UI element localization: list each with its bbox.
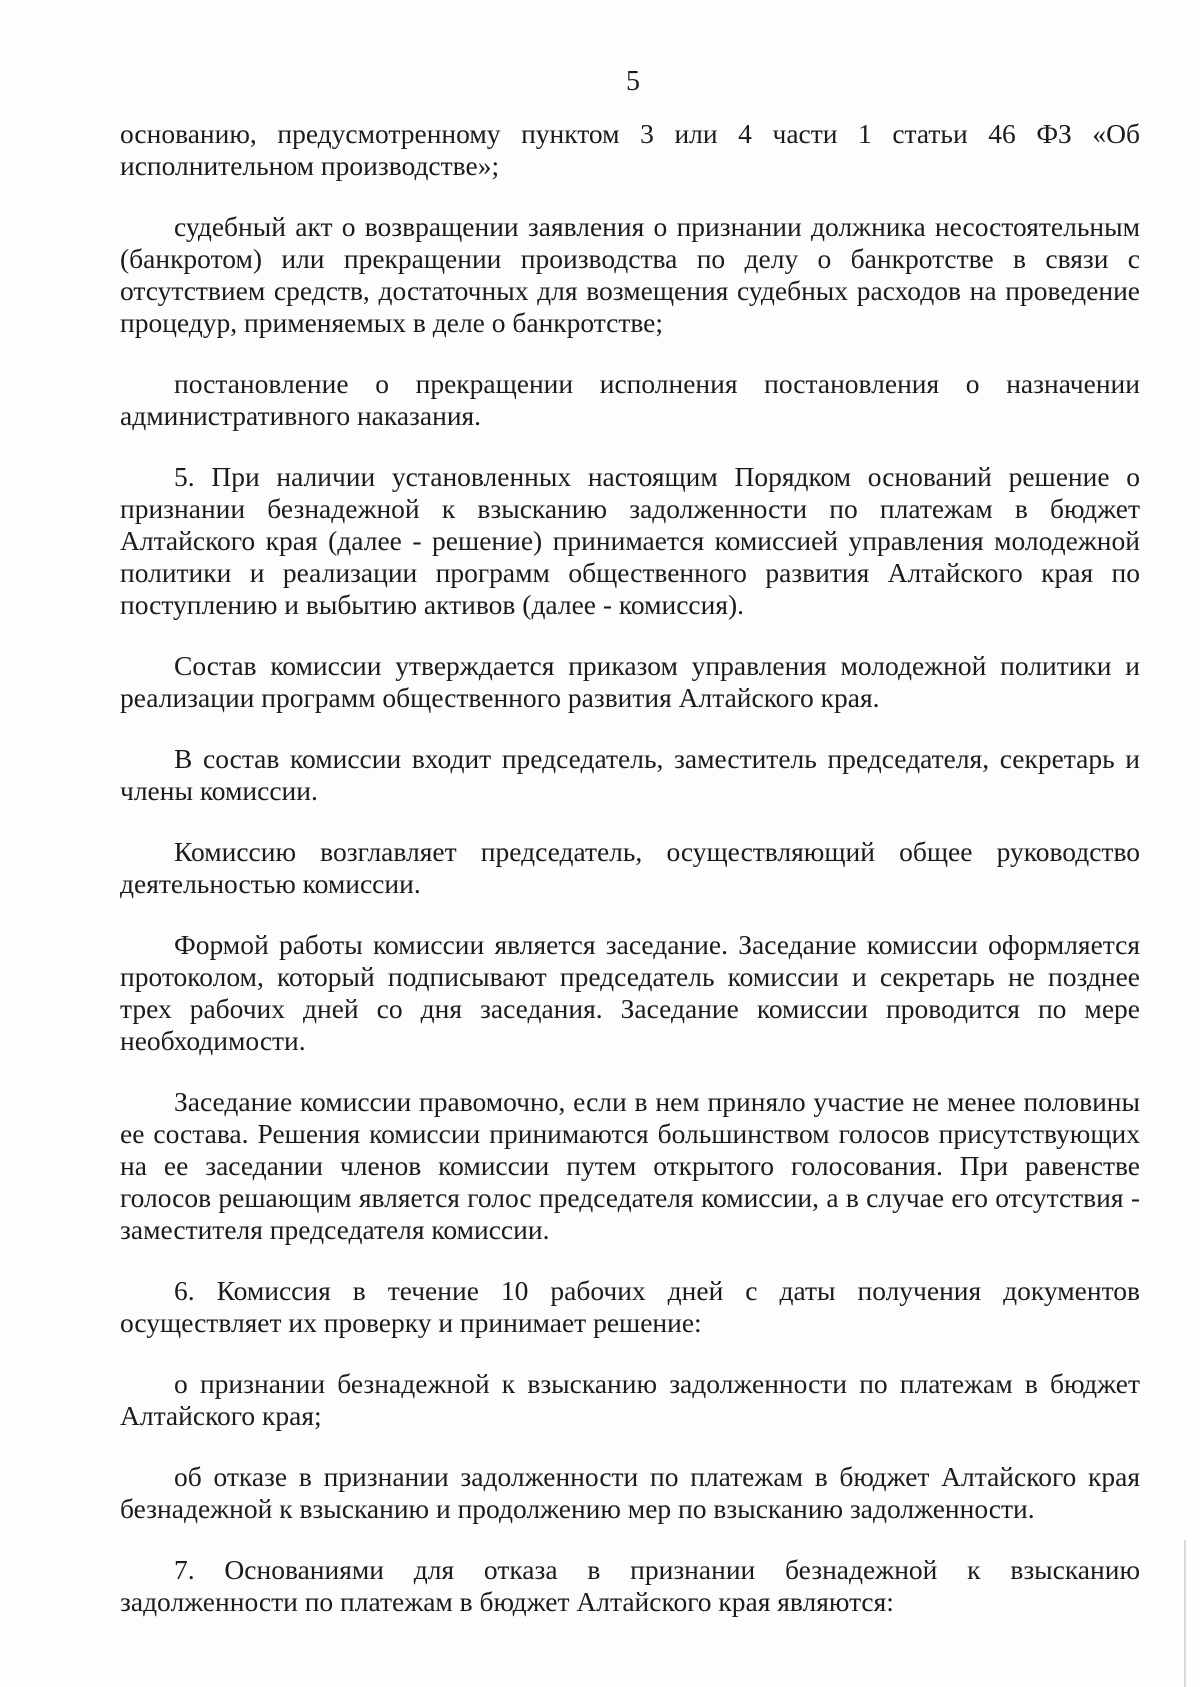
paragraph-resolution-termination: постановление о прекращении исполнения постановления о назначении административного наказания. [120, 368, 1140, 431]
paragraph-commission-composition: Состав комиссии утверждается приказом управления молодежной политики и реализации программ общественного развития Алтайского края. [120, 650, 1140, 713]
paragraph-quorum: Заседание комиссии правомочно, если в нем приняло участие не менее половины ее состава. Решения комиссии принимаются большинством голосов присутствующих на ее заседании членов комиссии путем открытого голосования. При равенстве голосов решающим является голос председателя комиссии, а в случае его отсутствия - заместителя председателя комиссии. [120, 1086, 1140, 1245]
paragraph-decision-recognize: о признании безнадежной к взысканию задолженности по платежам в бюджет Алтайского края; [120, 1368, 1140, 1431]
page-number: 5 [626, 66, 640, 97]
paragraph-meeting-form: Формой работы комиссии является заседание. Заседание комиссии оформляется протоколом, который подписывают председатель комиссии и секретарь не позднее трех рабочих дней со дня заседания. Заседание комиссии проводится по мере необходимости. [120, 929, 1140, 1056]
paragraph-item-7: 7. Основаниями для отказа в признании безнадежной к взысканию задолженности по платежам в бюджет Алтайского края являются: [120, 1554, 1140, 1617]
paragraph-commission-head: Комиссию возглавляет председатель, осуществляющий общее руководство деятельностью комиссии. [120, 836, 1140, 899]
paragraph-item-5: 5. При наличии установленных настоящим Порядком оснований решение о признании безнадежной к взысканию задолженности по платежам в бюджет Алтайского края (далее - решение) принимается комиссией управления молодежной политики и реализации программ общественного развития Алтайского края по поступлению и выбытию активов (далее - комиссия). [120, 461, 1140, 620]
paragraph-court-act: судебный акт о возвращении заявления о признании должника несостоятельным (банкротом) или прекращении производства по делу о банкротстве в связи с отсутствием средств, достаточных для возмещения судебных расходов на проведение процедур, применяемых в деле о банкротстве; [120, 211, 1140, 338]
paragraph-continuation: основанию, предусмотренному пунктом 3 или 4 части 1 статьи 46 ФЗ «Об исполнительном производстве»; [120, 118, 1140, 181]
document-body [120, 118, 1140, 1647]
paragraph-decision-refuse: об отказе в признании задолженности по платежам в бюджет Алтайского края безнадежной к взысканию и продолжению мер по взысканию задолженности. [120, 1461, 1140, 1524]
paragraph-commission-members: В состав комиссии входит председатель, заместитель председателя, секретарь и члены комиссии. [120, 743, 1140, 806]
scan-edge-line [1184, 1540, 1186, 1687]
paragraph-item-6: 6. Комиссия в течение 10 рабочих дней с даты получения документов осуществляет их проверку и принимает решение: [120, 1275, 1140, 1338]
